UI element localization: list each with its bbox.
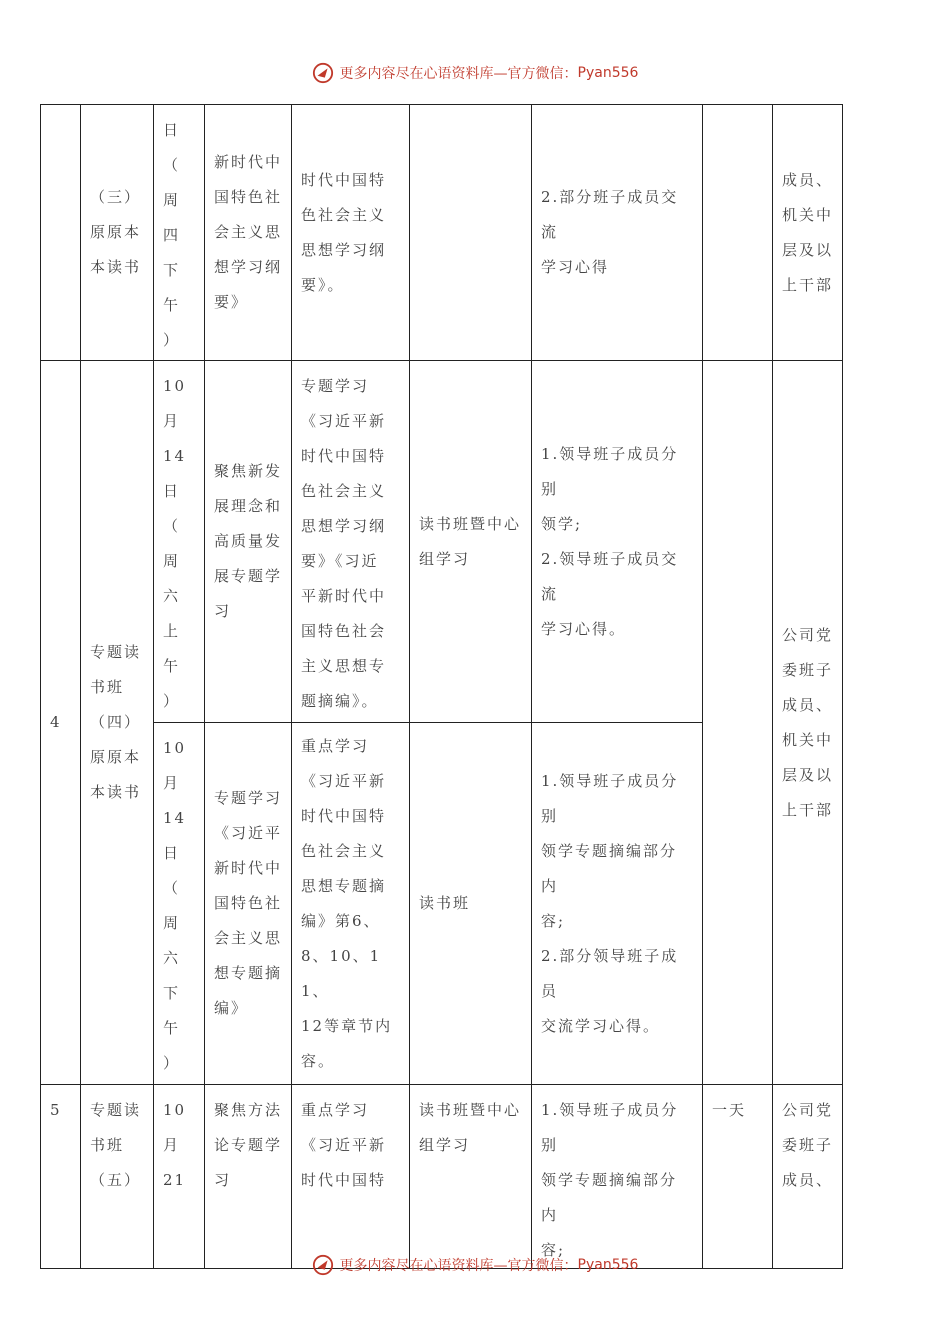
session-name-cell: 专题读 书班 （五） xyxy=(81,1085,154,1269)
row-number-cell: 5 xyxy=(41,1085,81,1269)
steps-cell: 1.领导班子成员分别 领学; 2.领导班子成员交流 学习心得。 xyxy=(532,361,703,723)
duration-cell xyxy=(703,361,773,1085)
logo-icon xyxy=(312,62,334,84)
content-cell: 专题学习 《习近平新 时代中国特 色社会主义 思想学习纲 要》《习近 平新时代中 国特色社会 主义思想专 题摘编》。 xyxy=(292,361,410,723)
participants-cell: 成员、 机关中 层及以 上干部 xyxy=(773,105,843,361)
session-name-cell: （三） 原原本 本读书 xyxy=(81,105,154,361)
date-cell: 10 月 14 日 （ 周 六 上 午 ） xyxy=(154,361,205,723)
steps-cell: 2.部分班子成员交流 学习心得 xyxy=(532,105,703,361)
banner-text: 更多内容尽在心语资料库—官方微信： xyxy=(339,66,578,82)
participants-cell: 公司党 委班子 成员、 xyxy=(773,1085,843,1269)
topic-cell: 专题学习 《习近平 新时代中 国特色社 会主义思 想专题摘 编》 xyxy=(205,723,292,1085)
table-row xyxy=(41,1085,843,1269)
date-cell: 10 月 21 xyxy=(154,1085,205,1269)
duration-cell xyxy=(703,105,773,361)
content-cell: 重点学习 《习近平新 时代中国特 色社会主义 思想专题摘 编》第6、 8、10、11、 12等章节内 容。 xyxy=(292,723,410,1085)
date-cell: 10 月 14 日 （ 周 六 下 午 ） xyxy=(154,723,205,1085)
form-cell: 读书班暨中心 组学习 xyxy=(410,361,532,723)
participants-cell: 公司党 委班子 成员、 机关中 层及以 上干部 xyxy=(773,361,843,1085)
banner-wechat-id: Pyan556 xyxy=(577,65,639,81)
banner-wechat-id: Pyan556 xyxy=(577,1257,639,1273)
form-cell: 读书班暨中心 组学习 xyxy=(410,1085,532,1269)
topic-cell: 新时代中 国特色社 会主义思 想学习纲 要》 xyxy=(205,105,292,361)
duration-cell: 一天 xyxy=(703,1085,773,1269)
table-row xyxy=(41,361,843,723)
footer-banner xyxy=(0,1250,950,1280)
topic-cell: 聚焦方法 论专题学 习 xyxy=(205,1085,292,1269)
steps-cell: 1.领导班子成员分别 领学专题摘编部分内 容; xyxy=(532,1085,703,1269)
row-number-cell: 4 xyxy=(41,361,81,1085)
study-schedule-table xyxy=(40,104,843,1269)
form-cell xyxy=(410,105,532,361)
topic-cell: 聚焦新发 展理念和 高质量发 展专题学 习 xyxy=(205,361,292,723)
date-cell: 日 （ 周 四 下 午 ） xyxy=(154,105,205,361)
form-cell: 读书班 xyxy=(410,723,532,1085)
content-cell: 时代中国特 色社会主义 思想学习纲 要》。 xyxy=(292,105,410,361)
banner-text: 更多内容尽在心语资料库—官方微信： xyxy=(339,1258,578,1274)
content-cell: 重点学习 《习近平新 时代中国特 xyxy=(292,1085,410,1269)
header-banner xyxy=(0,58,950,88)
session-name-cell: 专题读 书班 （四） 原原本 本读书 xyxy=(81,361,154,1085)
steps-cell: 1.领导班子成员分别 领学专题摘编部分内 容; 2.部分领导班子成员 交流学习心得。 xyxy=(532,723,703,1085)
table-row xyxy=(41,105,843,361)
logo-icon xyxy=(312,1254,334,1276)
row-number-cell xyxy=(41,105,81,361)
